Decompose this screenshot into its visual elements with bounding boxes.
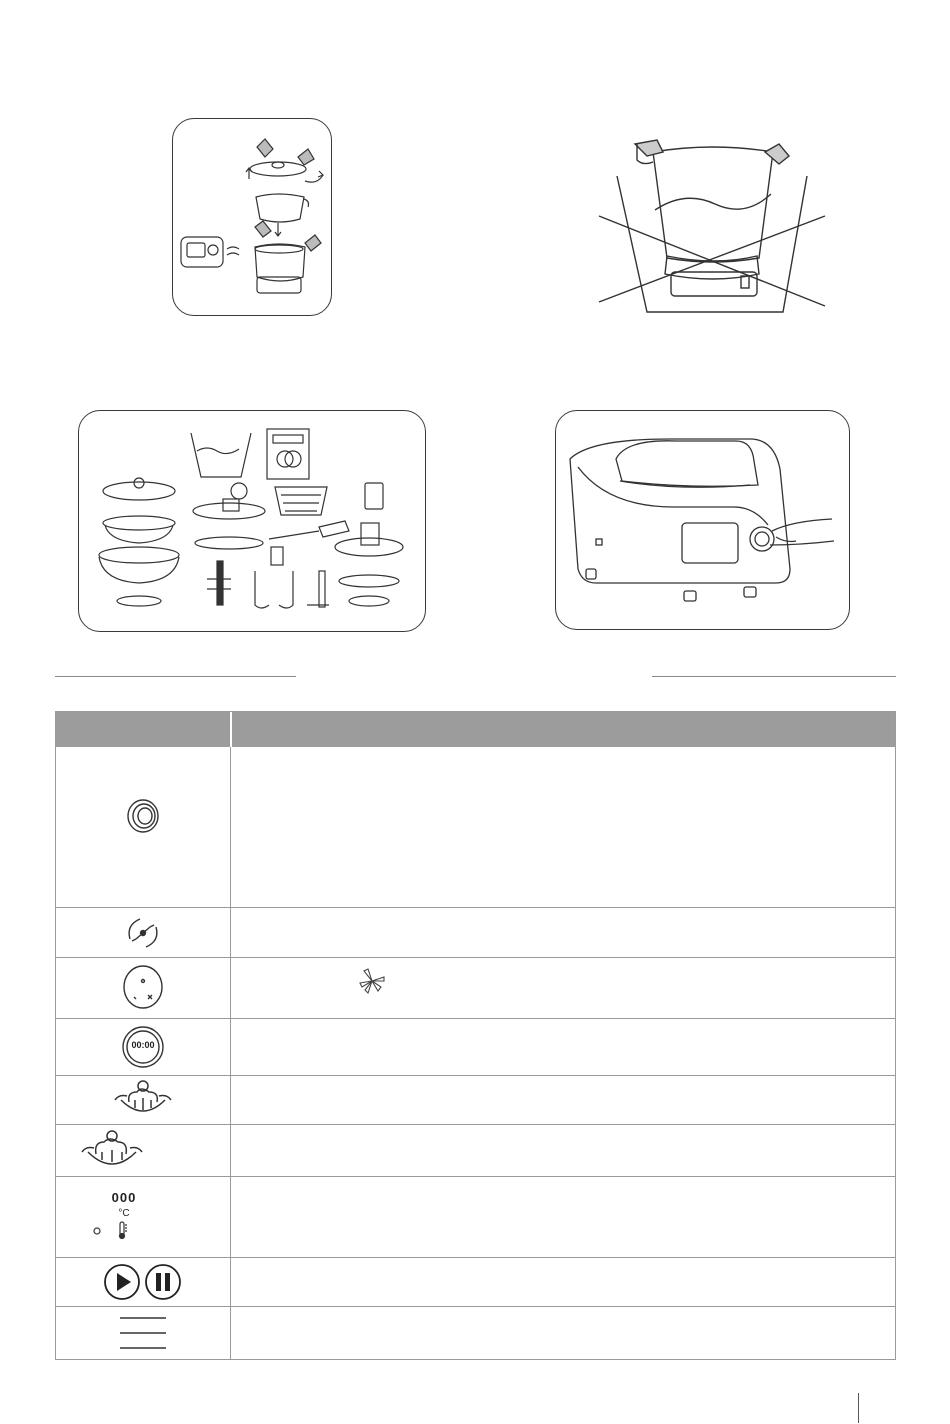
kneading-blade-icon <box>356 967 388 997</box>
header-divider <box>230 712 232 747</box>
row-separator <box>56 1306 895 1307</box>
lid-bowl-removal-illustration <box>173 119 331 315</box>
steam-basket-icon <box>111 1078 175 1118</box>
control-knob-icon <box>126 798 160 834</box>
row-separator <box>56 1176 895 1177</box>
panel-accessories <box>78 410 426 632</box>
panel-lid-removal <box>172 118 332 316</box>
accessories-dishwasher-safe-illustration <box>79 411 425 631</box>
table-header <box>56 712 895 747</box>
page-margin-bar <box>858 1393 859 1423</box>
panel-base-unit <box>555 410 850 630</box>
timer-display-value: 00:00 <box>131 1040 155 1050</box>
section-rule-right <box>652 676 896 677</box>
temperature-display-icon <box>92 1220 138 1240</box>
column-divider <box>230 747 231 1359</box>
panel-bowl-crossed <box>595 130 831 316</box>
bowl-not-dishwasher-safe-illustration <box>595 130 831 316</box>
blade-rotation-icon <box>124 915 162 951</box>
section-rule-left <box>55 676 296 677</box>
speed-dial-icon <box>122 964 164 1010</box>
row-separator <box>56 957 895 958</box>
row-separator <box>56 1257 895 1258</box>
controls-table <box>55 711 896 1360</box>
menu-lines-icon <box>120 1315 166 1351</box>
temperature-value: 000 <box>111 1190 137 1205</box>
play-pause-icon <box>103 1263 183 1301</box>
row-separator <box>56 1124 895 1125</box>
temperature-unit: °C <box>118 1208 130 1219</box>
steam-basket-alt-icon <box>80 1128 144 1170</box>
row-separator <box>56 1018 895 1019</box>
base-unit-wipe-clean-illustration <box>556 411 849 629</box>
row-separator <box>56 1075 895 1076</box>
row-separator <box>56 907 895 908</box>
